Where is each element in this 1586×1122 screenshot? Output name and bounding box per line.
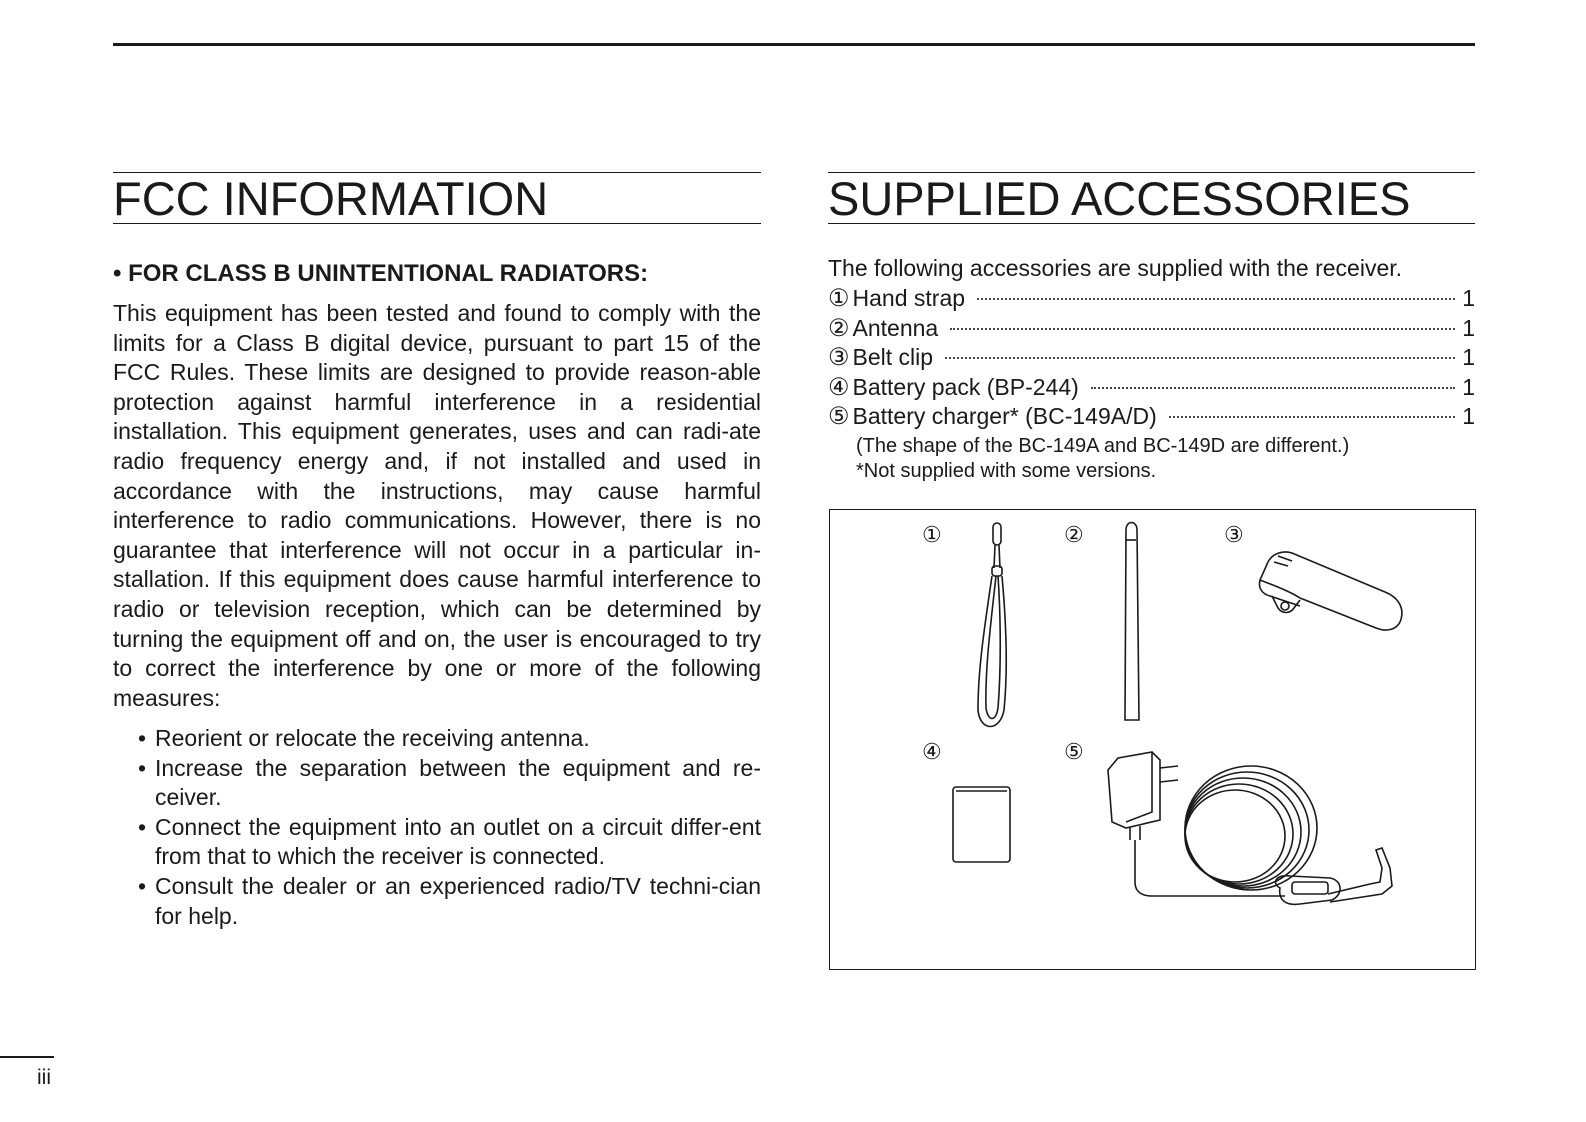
figure-label: ② [1064,522,1084,547]
list-item: • Reorient or relocate the receiving antenna. [138,725,590,751]
list-item: • Increase the separation between the equipment and re-ceiver. [138,754,761,811]
dot-leader [1169,416,1455,418]
accessories-illustration [829,509,1476,970]
dot-leader [1091,387,1455,389]
list-item: • Consult the dealer or an experienced radio/TV techni-cian for help. [138,872,761,929]
accessories-section-title: SUPPLIED ACCESSORIES [828,172,1475,224]
fcc-measures-list [138,724,761,931]
item-quantity: 1 [1462,314,1475,341]
accessories-list [828,284,1475,432]
item-number: ③ [828,344,850,372]
item-name: Antenna [852,314,939,341]
accessory-item [828,284,1475,314]
header-rule [113,43,1475,46]
item-quantity: 1 [1462,344,1475,371]
figure-label: ④ [922,739,942,764]
shape-note: (The shape of the BC-149A and BC-149D are different.) [856,435,1350,457]
fcc-body-text: This equipment has been tested and found to comply with the limits for a Class B digital device, pursuant to part 15 of the FCC Rules. These limits are designed to provide reason-able protection against harmful interference in a residential installation. This equipment generates, uses and can radi-ate radio frequency energy and, if not installed and used in accordance with the instructions, may cause harmful interference to radio communications. However, there is no guarantee that interference will not occur in a particular in-stallation. If this equipment does cause harmful interference to radio or television reception, which can be determined by turning the equipment off and on, the user is encouraged to try to correct the interference by one or more of the following measures: [113,300,761,711]
fcc-section-title: FCC INFORMATION [113,172,761,224]
figure-label: ① [922,522,942,547]
figure-label: ⑤ [1064,739,1084,764]
figure-label: ③ [1224,522,1244,547]
measure-text: Reorient or relocate the receiving antenna. [155,725,590,751]
dot-leader [945,357,1455,359]
measure-text: Consult the dealer or an experienced radio/TV techni-cian for help. [155,872,761,929]
battery-charger-drawing [1108,752,1392,904]
dot-leader [950,328,1455,330]
accessory-item [828,343,1475,373]
item-name: Battery pack (BP-244) [852,373,1079,400]
item-name: Battery charger* (BC-149A/D) [852,403,1157,430]
hand-strap-drawing [978,523,1006,727]
item-quantity: 1 [1462,373,1475,400]
belt-clip-drawing [1259,552,1401,630]
footer-rule [0,1056,54,1058]
dot-leader [977,298,1455,300]
supply-note: *Not supplied with some versions. [856,460,1157,482]
accessory-item [828,314,1475,344]
item-name: Hand strap [852,285,966,311]
accessory-item [828,373,1475,403]
item-quantity: 1 [1462,403,1475,430]
measure-text: Connect the equipment into an outlet on a circuit differ-ent from that to which the receiver is connected. [155,813,761,870]
measure-text: Increase the separation between the equipment and re-ceiver. [155,754,761,811]
item-name: Belt clip [852,344,934,371]
item-number: ① [828,285,850,312]
item-number: ② [828,314,850,342]
accessory-item [828,402,1475,432]
item-number: ④ [828,373,850,401]
accessories-intro: The following accessories are supplied with the receiver. [828,255,1403,281]
list-item: • Connect the equipment into an outlet on a circuit differ-ent from that to which the receiver is connected. [138,813,761,870]
antenna-drawing [1125,523,1139,721]
item-number: ⑤ [828,403,850,431]
page-number: iii [37,1066,51,1089]
battery-pack-drawing [953,787,1010,862]
fcc-subheading: • FOR CLASS B UNINTENTIONAL RADIATORS: [113,260,649,287]
item-quantity: 1 [1462,285,1475,311]
